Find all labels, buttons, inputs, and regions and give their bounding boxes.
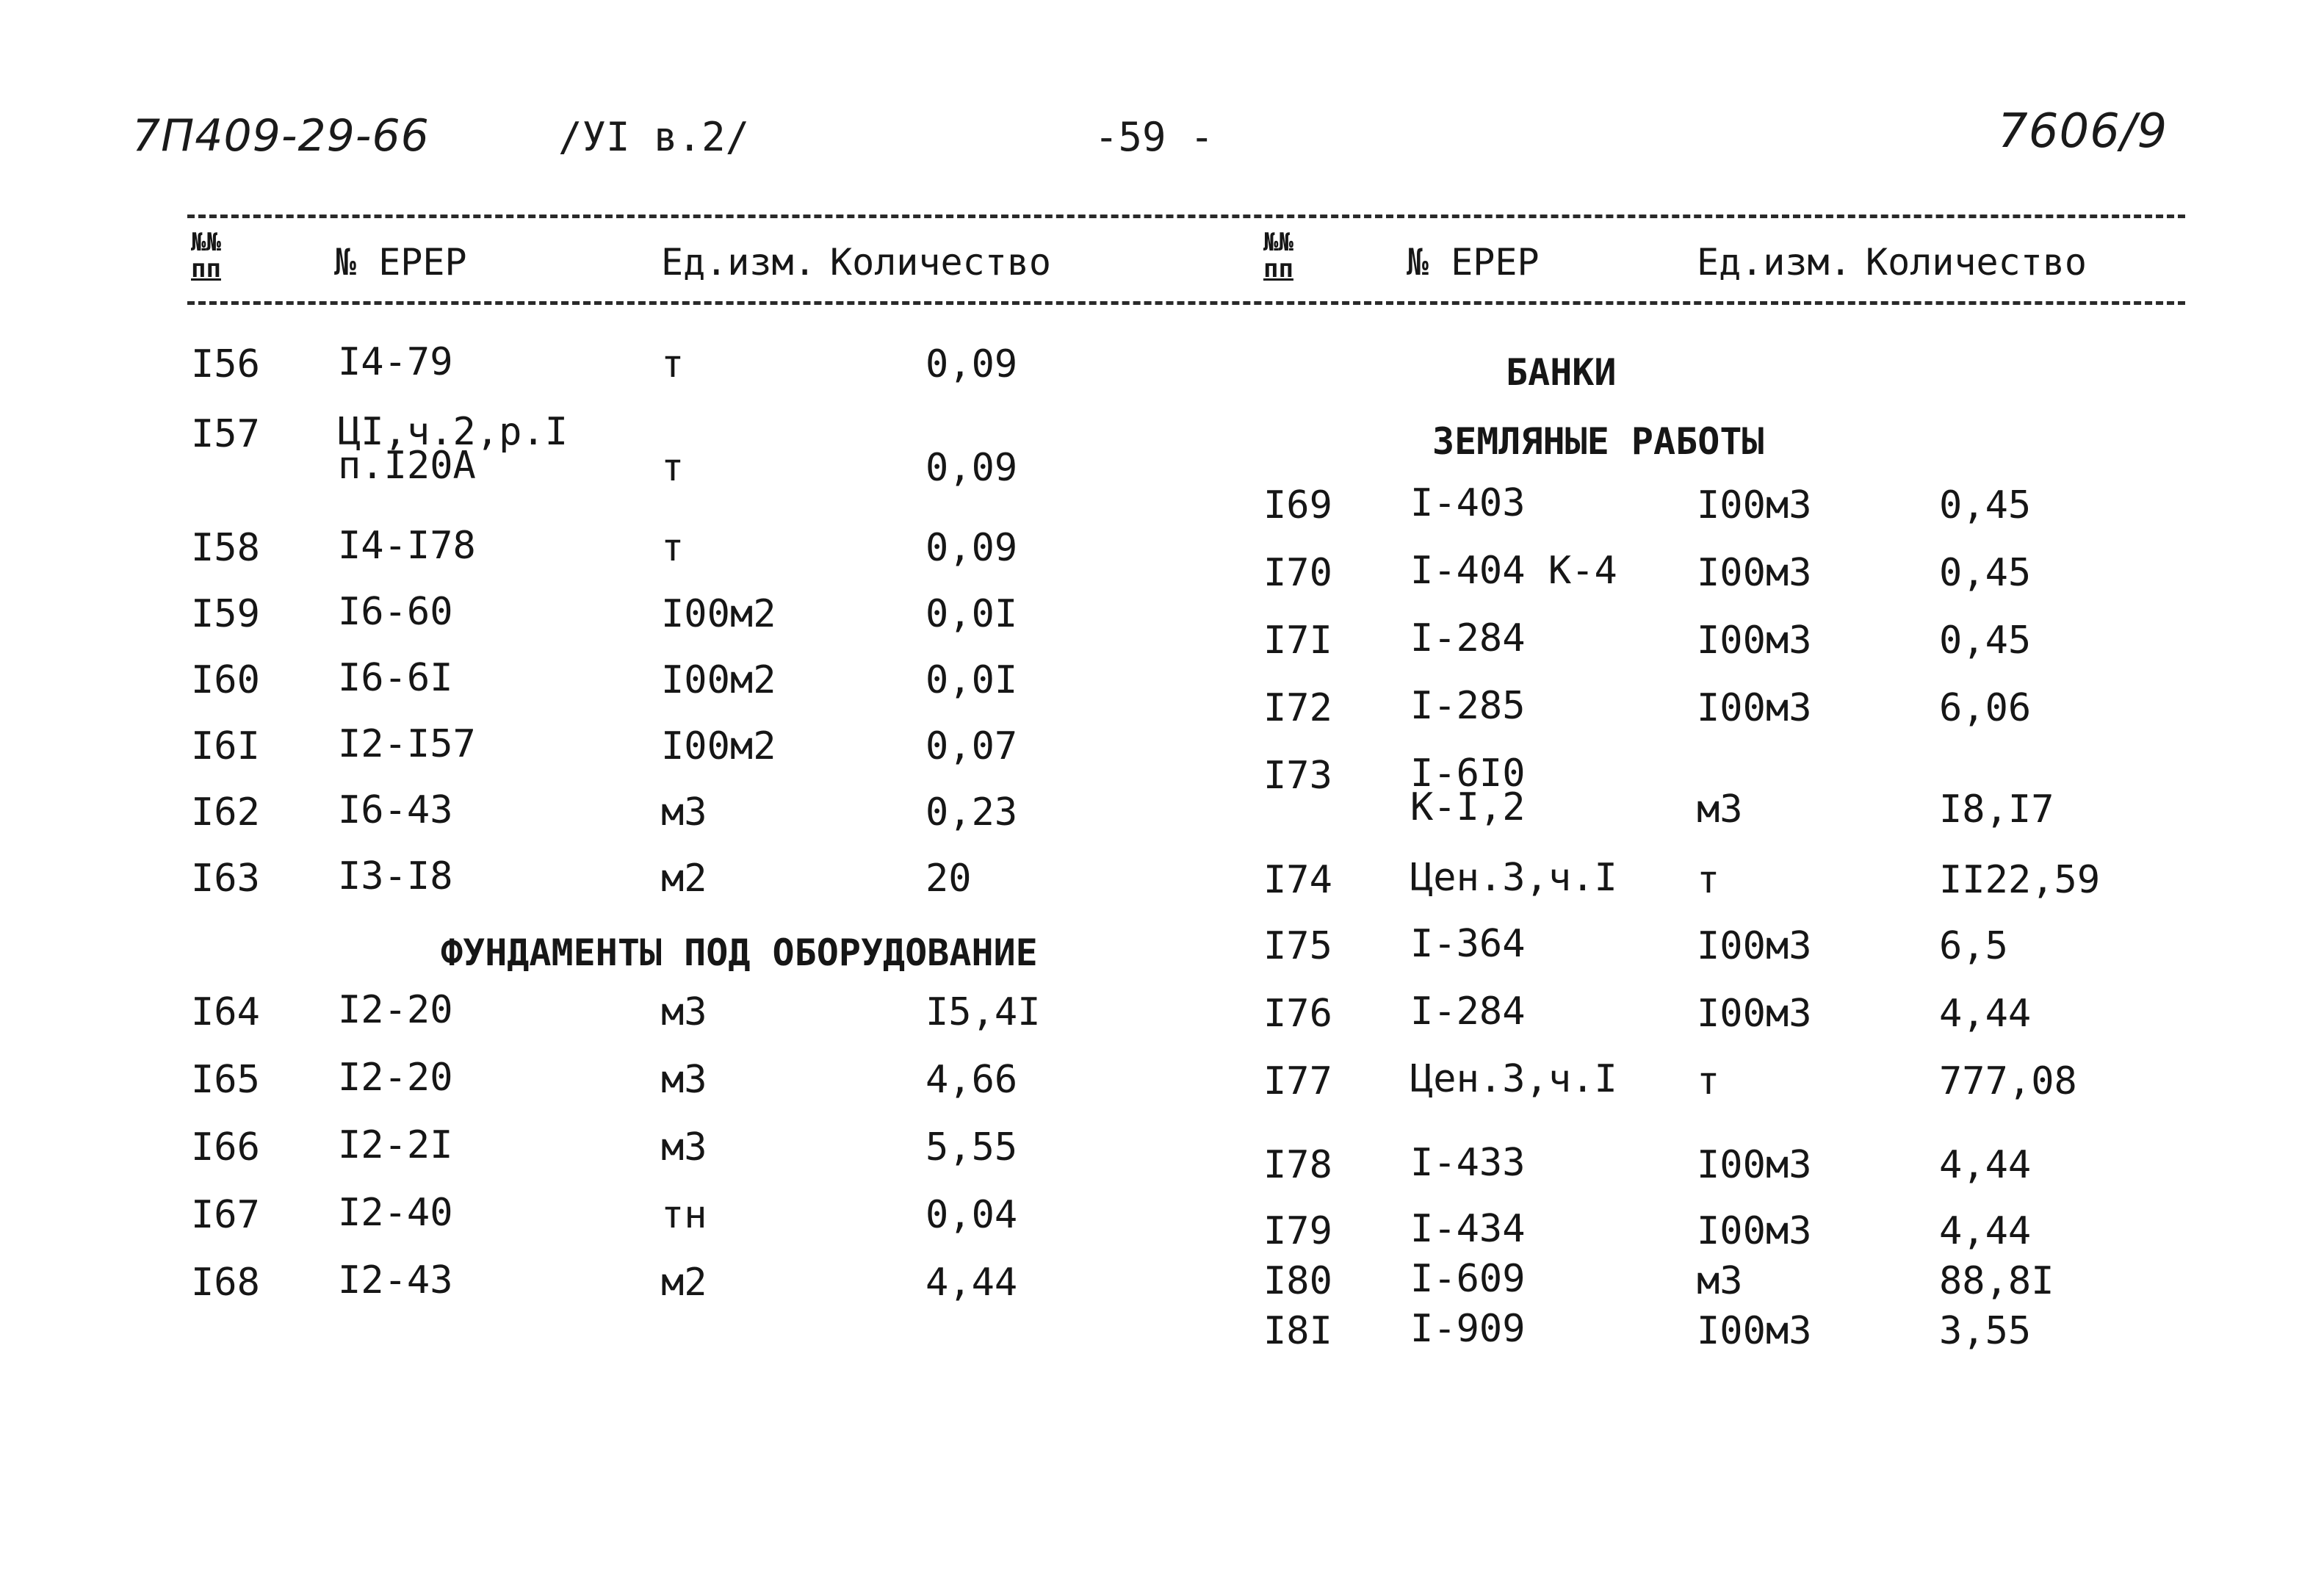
erer-code-line: I3-I8: [338, 854, 453, 898]
table-row: [191, 854, 1278, 926]
row-quantity: 0,09: [925, 342, 1018, 386]
row-number: I78: [1263, 1143, 1332, 1187]
erer-code-line: ЦI,ч.2,р.I: [338, 410, 569, 454]
table-row: [191, 524, 1278, 595]
row-unit: м3: [1697, 788, 1743, 832]
row-erer-code: [338, 656, 453, 700]
col-header-erer: № ЕРЕР: [1407, 241, 1540, 284]
row-erer-code: [338, 1123, 453, 1167]
col-header-unit: Ед.изм.: [1697, 241, 1852, 284]
row-unit: м3: [1697, 1259, 1743, 1303]
table-row: [191, 1056, 1278, 1127]
row-number: I8I: [1263, 1309, 1332, 1353]
row-erer-code: [338, 524, 476, 568]
row-unit: т: [661, 342, 685, 386]
row-quantity: 3,55: [1939, 1309, 2032, 1353]
erer-code-line: I2-43: [338, 1258, 453, 1302]
row-unit: I00м3: [1697, 1209, 1812, 1253]
row-unit: I00м3: [1697, 686, 1812, 730]
section-banks: БАНКИ: [1506, 351, 1617, 394]
row-unit: I00м3: [1697, 992, 1812, 1036]
row-number: I57: [191, 412, 260, 456]
row-quantity: I5,4I: [925, 990, 1041, 1034]
erer-code-line: п.I20А: [338, 444, 476, 488]
row-quantity: 0,23: [925, 790, 1018, 835]
table-row: [1263, 752, 2324, 832]
table-row: [1263, 549, 2324, 620]
row-unit: т: [661, 526, 685, 570]
erer-code-line: К-I,2: [1410, 785, 1526, 829]
section-foundations: ФУНДАМЕНТЫ ПОД ОБОРУДОВАНИЕ: [441, 931, 1038, 974]
row-number: I75: [1263, 924, 1332, 968]
row-number: I67: [191, 1193, 260, 1237]
col-header-num: №№ пп: [1263, 228, 1293, 284]
row-erer-code: [1410, 990, 1526, 1034]
erer-code-line: I6-6I: [338, 656, 453, 700]
erer-code-line: I6-43: [338, 788, 453, 832]
table-row: [191, 590, 1278, 661]
row-unit: I00м3: [1697, 619, 1812, 663]
col-header-qty: Количество: [830, 241, 1052, 284]
row-number: I77: [1263, 1059, 1332, 1103]
row-erer-code: [338, 1258, 453, 1302]
row-unit: т: [1697, 858, 1720, 902]
row-number: I65: [191, 1058, 260, 1102]
row-erer-code: [1410, 1307, 1526, 1351]
row-erer-code: [1410, 684, 1526, 728]
erer-code-line: I-6I0: [1410, 752, 1526, 796]
erer-code-line: I2-I57: [338, 722, 476, 766]
row-number: I80: [1263, 1259, 1332, 1303]
page-number: -59 -: [1094, 114, 1214, 160]
table-row: [1263, 856, 2324, 927]
erer-code-line: I-403: [1410, 481, 1526, 525]
row-number: I70: [1263, 551, 1332, 595]
erer-code-line: I-433: [1410, 1141, 1526, 1185]
table-row: [191, 1191, 1278, 1262]
left-column: [191, 0, 1278, 1575]
erer-code-line: I2-20: [338, 988, 453, 1032]
row-number: I63: [191, 857, 260, 901]
erer-code-line: I6-60: [338, 590, 453, 634]
row-number: I66: [191, 1125, 260, 1169]
row-quantity: 4,44: [925, 1261, 1018, 1305]
col-header-erer: № ЕРЕР: [334, 241, 467, 284]
row-erer-code: [1410, 549, 1617, 593]
table-row: [1263, 1307, 2324, 1378]
col-header-unit: Ед.изм.: [661, 241, 816, 284]
row-unit: м2: [661, 857, 707, 901]
table-row: [191, 340, 1278, 411]
row-erer-code: [338, 788, 453, 832]
row-unit: м3: [661, 1125, 707, 1169]
erer-code-line: I2-20: [338, 1056, 453, 1100]
table-row: [191, 1258, 1278, 1330]
erer-code-line: I-364: [1410, 922, 1526, 966]
row-number: I60: [191, 658, 260, 702]
table-row: [191, 988, 1278, 1059]
row-quantity: 0,07: [925, 724, 1018, 768]
volume-label: /УI в.2/: [558, 114, 750, 160]
section-earthworks: ЗЕМЛЯНЫЕ РАБОТЫ: [1432, 420, 1764, 463]
row-quantity: 0,0I: [925, 658, 1018, 702]
row-unit: I00м3: [1697, 1309, 1812, 1353]
row-unit: м3: [661, 1058, 707, 1102]
erer-code-line: Цен.3,ч.I: [1410, 856, 1617, 900]
row-unit: I00м3: [1697, 924, 1812, 968]
row-quantity: 4,44: [1939, 1209, 2032, 1253]
erer-code-line: I-404 К-4: [1410, 549, 1617, 593]
table-row: [191, 410, 1278, 490]
row-number: I72: [1263, 686, 1332, 730]
row-number: I7I: [1263, 619, 1332, 663]
erer-code-line: I-434: [1410, 1207, 1526, 1251]
row-erer-code: [338, 1056, 453, 1100]
row-erer-code: [1410, 752, 1526, 829]
row-quantity: 4,44: [1939, 992, 2032, 1036]
erer-code-line: I-285: [1410, 684, 1526, 728]
row-erer-code: [338, 410, 569, 488]
table-row: [1263, 684, 2324, 755]
row-quantity: 4,44: [1939, 1143, 2032, 1187]
row-number: I69: [1263, 483, 1332, 527]
table-row: [1263, 1057, 2324, 1128]
row-erer-code: [1410, 1057, 1617, 1101]
row-number: I79: [1263, 1209, 1332, 1253]
row-quantity: 0,45: [1939, 619, 2032, 663]
row-unit: т: [661, 446, 685, 490]
row-number: I62: [191, 790, 260, 835]
row-quantity: 0,45: [1939, 551, 2032, 595]
row-erer-code: [1410, 922, 1526, 966]
row-erer-code: [1410, 1207, 1526, 1251]
row-number: I64: [191, 990, 260, 1034]
row-unit: I00м2: [661, 724, 776, 768]
erer-code-line: Цен.3,ч.I: [1410, 1057, 1617, 1101]
row-number: I68: [191, 1261, 260, 1305]
table-row: [1263, 1141, 2324, 1212]
row-quantity: 0,0I: [925, 592, 1018, 636]
row-unit: I00м2: [661, 658, 776, 702]
row-quantity: 0,45: [1939, 483, 2032, 527]
table-row: [191, 1123, 1278, 1194]
erer-code-line: I2-40: [338, 1191, 453, 1235]
table-row: [1263, 990, 2324, 1061]
table-row: [1263, 922, 2324, 993]
col-header-qty: Количество: [1866, 241, 2087, 284]
row-number: I76: [1263, 992, 1332, 1036]
sheet-code: 7606/9: [1998, 104, 2168, 159]
row-erer-code: [1410, 856, 1617, 900]
doc-code: 7П409-29-66: [132, 110, 430, 162]
table-row: [1263, 616, 2324, 688]
row-quantity: 0,09: [925, 446, 1018, 490]
row-number: I58: [191, 526, 260, 570]
row-erer-code: [1410, 1141, 1526, 1185]
row-erer-code: [338, 988, 453, 1032]
row-quantity: 20: [925, 857, 972, 901]
row-quantity: 88,8I: [1939, 1259, 2054, 1303]
row-unit: I00м3: [1697, 551, 1812, 595]
row-erer-code: [338, 722, 476, 766]
table-row: [191, 656, 1278, 727]
row-quantity: 5,55: [925, 1125, 1018, 1169]
row-quantity: 4,66: [925, 1058, 1018, 1102]
row-quantity: II22,59: [1939, 858, 2101, 902]
row-erer-code: [1410, 481, 1526, 525]
row-erer-code: [338, 1191, 453, 1235]
row-number: I56: [191, 342, 260, 386]
row-number: I6I: [191, 724, 260, 768]
row-unit: I00м3: [1697, 483, 1812, 527]
row-unit: тн: [661, 1193, 707, 1237]
row-unit: т: [1697, 1059, 1720, 1103]
row-unit: I00м3: [1697, 1143, 1812, 1187]
right-column: [1263, 0, 2324, 1575]
row-quantity: 777,08: [1939, 1059, 2077, 1103]
row-quantity: 6,5: [1939, 924, 2008, 968]
row-number: I74: [1263, 858, 1332, 902]
row-quantity: I8,I7: [1939, 788, 2054, 832]
col-header-num: №№ пп: [191, 228, 221, 284]
row-erer-code: [338, 590, 453, 634]
row-unit: м3: [661, 990, 707, 1034]
row-erer-code: [1410, 616, 1526, 660]
row-erer-code: [338, 340, 453, 384]
row-quantity: 0,04: [925, 1193, 1018, 1237]
table-row: [191, 722, 1278, 793]
table-row: [1263, 481, 2324, 552]
erer-code-line: I4-I78: [338, 524, 476, 568]
erer-code-line: I4-79: [338, 340, 453, 384]
erer-code-line: I2-2I: [338, 1123, 453, 1167]
row-erer-code: [1410, 1257, 1526, 1301]
erer-code-line: I-609: [1410, 1257, 1526, 1301]
row-quantity: 0,09: [925, 526, 1018, 570]
erer-code-line: I-284: [1410, 616, 1526, 660]
row-number: I59: [191, 592, 260, 636]
row-quantity: 6,06: [1939, 686, 2032, 730]
erer-code-line: I-284: [1410, 990, 1526, 1034]
row-unit: м3: [661, 790, 707, 835]
row-unit: I00м2: [661, 592, 776, 636]
erer-code-line: I-909: [1410, 1307, 1526, 1351]
row-unit: м2: [661, 1261, 707, 1305]
row-number: I73: [1263, 754, 1332, 798]
table-row: [191, 788, 1278, 859]
row-erer-code: [338, 854, 453, 898]
